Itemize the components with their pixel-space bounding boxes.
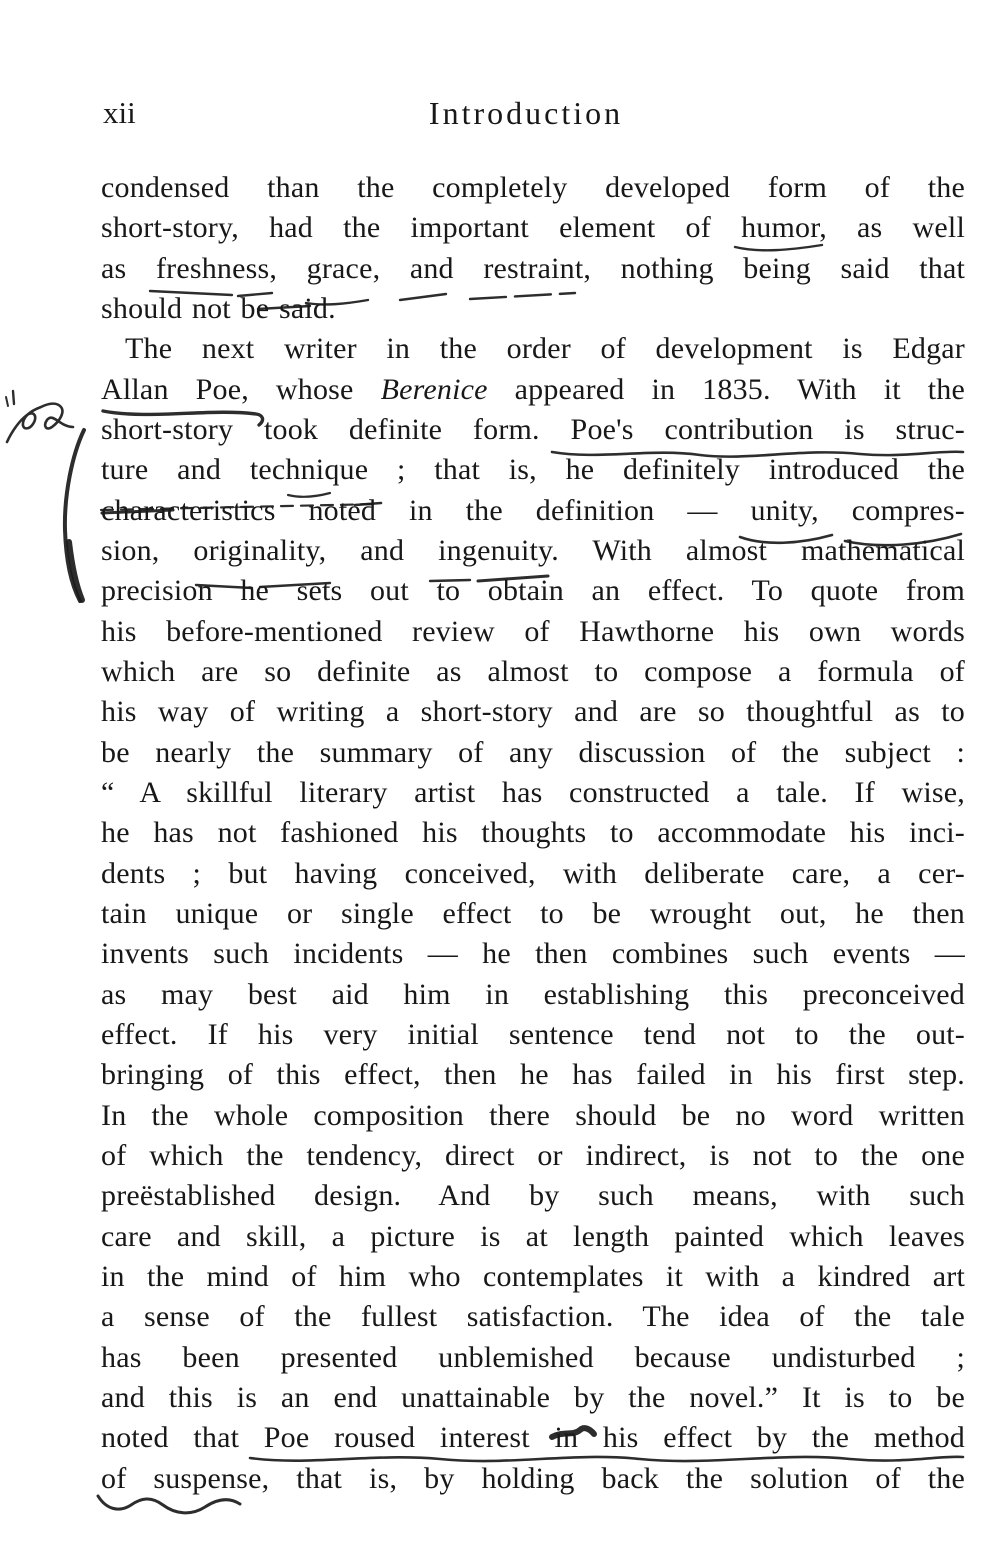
- text-segment: he has not fashioned his thoughts to accommodate his inci-: [101, 816, 965, 850]
- text-segment: characteristics noted in the definition — unity, compres-: [101, 493, 965, 527]
- text-segment: tain unique or single effect to be wrought out, he then: [101, 896, 965, 930]
- text-line: [101, 1055, 965, 1095]
- text-line: [101, 249, 965, 289]
- text-segment: appeared in 1835. With it the: [487, 372, 965, 406]
- text-segment: In the whole composition there should be no word written: [101, 1098, 965, 1132]
- text-line: [101, 652, 965, 692]
- text-segment: in the mind of him who contemplates it with a kindred art: [101, 1259, 965, 1293]
- text-line: [101, 1338, 965, 1378]
- text-segment: care and skill, a picture is at length painted which leaves: [101, 1219, 965, 1253]
- text-line: [101, 1176, 965, 1216]
- text-segment: dents ; but having conceived, with deliberate care, a cer-: [101, 856, 965, 890]
- text-segment: a sense of the fullest satisfaction. The idea of the tale: [101, 1300, 965, 1334]
- text-line: [101, 1418, 965, 1458]
- text-line: [101, 813, 965, 853]
- text-line: [101, 1459, 965, 1499]
- text-segment: invents such incidents — he then combines such events —: [101, 937, 965, 971]
- text-segment: has been presented unblemished because undisturbed ;: [101, 1340, 965, 1374]
- text-segment: as may best aid him in establishing this preconceived: [101, 977, 965, 1011]
- text-line: [101, 1217, 965, 1257]
- text-line: [101, 854, 965, 894]
- margin-bracket: [65, 430, 84, 601]
- text-segment: effect. If his very initial sentence tend not to the out-: [101, 1017, 965, 1051]
- text-segment: The next writer in the order of development is Edgar: [125, 332, 965, 366]
- text-line: [101, 370, 965, 410]
- text-segment: bringing of this effect, then he has failed in his first step.: [101, 1058, 965, 1092]
- text-segment: of which the tendency, direct or indirect, is not to the one: [101, 1138, 965, 1172]
- text-line: [101, 289, 965, 329]
- text-line: [101, 491, 965, 531]
- page-body: [101, 168, 965, 1499]
- text-segment: his way of writing a short-story and are so thoughtful as to: [101, 695, 965, 729]
- page-header: [0, 96, 1000, 136]
- text-segment: should not be said.: [101, 291, 336, 325]
- text-line: [101, 894, 965, 934]
- text-segment: his before-mentioned review of Hawthorne his own words: [101, 614, 965, 648]
- text-line: [101, 975, 965, 1015]
- text-segment: as freshness, grace, and restraint, nothing being said that: [101, 251, 965, 285]
- text-line: [101, 733, 965, 773]
- text-line: [101, 410, 965, 450]
- margin-apostrophe-mark: [6, 397, 8, 406]
- text-segment: and this is an end unattainable by the novel.” It is to be: [101, 1380, 965, 1414]
- text-segment: precision he sets out to obtain an effect. To quote from: [101, 574, 965, 608]
- text-segment: be nearly the summary of any discussion of the subject :: [101, 735, 965, 769]
- text-segment: short-story, had the important element of humor, as well: [101, 211, 965, 245]
- margin-scribble: [7, 404, 73, 442]
- text-line: [101, 934, 965, 974]
- text-segment: noted that Poe roused interest in his effect by the method: [101, 1421, 965, 1455]
- text-line: [101, 1015, 965, 1055]
- text-segment: short-story took definite form. Poe's contribution is struc-: [101, 412, 965, 446]
- text-segment: “ A skillful literary artist has constructed a tale. If wise,: [101, 775, 965, 809]
- text-line: [101, 692, 965, 732]
- running-title: Introduction: [428, 95, 624, 131]
- text-line: [101, 571, 965, 611]
- margin-tick-mark: [13, 391, 14, 404]
- text-segment: ture and technique ; that is, he definitely introduced the: [101, 453, 965, 487]
- text-segment: sion, originality, and ingenuity. With almost mathematical: [101, 533, 965, 567]
- text-segment: Allan Poe, whose: [101, 372, 381, 406]
- text-line: [101, 1096, 965, 1136]
- text-line: [101, 329, 965, 369]
- text-segment: which are so definite as almost to compose a formula of: [101, 654, 965, 688]
- text-line: [101, 1378, 965, 1418]
- text-line: [101, 612, 965, 652]
- page-number: xii: [103, 95, 136, 130]
- text-segment: preëstablished design. And by such means, with such: [101, 1179, 965, 1213]
- text-line: [101, 168, 965, 208]
- text-line: [101, 773, 965, 813]
- text-segment: condensed than the completely developed form of the: [101, 171, 965, 204]
- text-line: [101, 450, 965, 490]
- text-line: [101, 208, 965, 248]
- text-line: [101, 1257, 965, 1297]
- text-line: [101, 1297, 965, 1337]
- margin-bracket-tail: [69, 542, 82, 600]
- text-line: [101, 531, 965, 571]
- text-segment: of suspense, that is, by holding back the solution of the: [101, 1461, 965, 1495]
- text-line: [101, 1136, 965, 1176]
- italic-text: Berenice: [380, 372, 488, 406]
